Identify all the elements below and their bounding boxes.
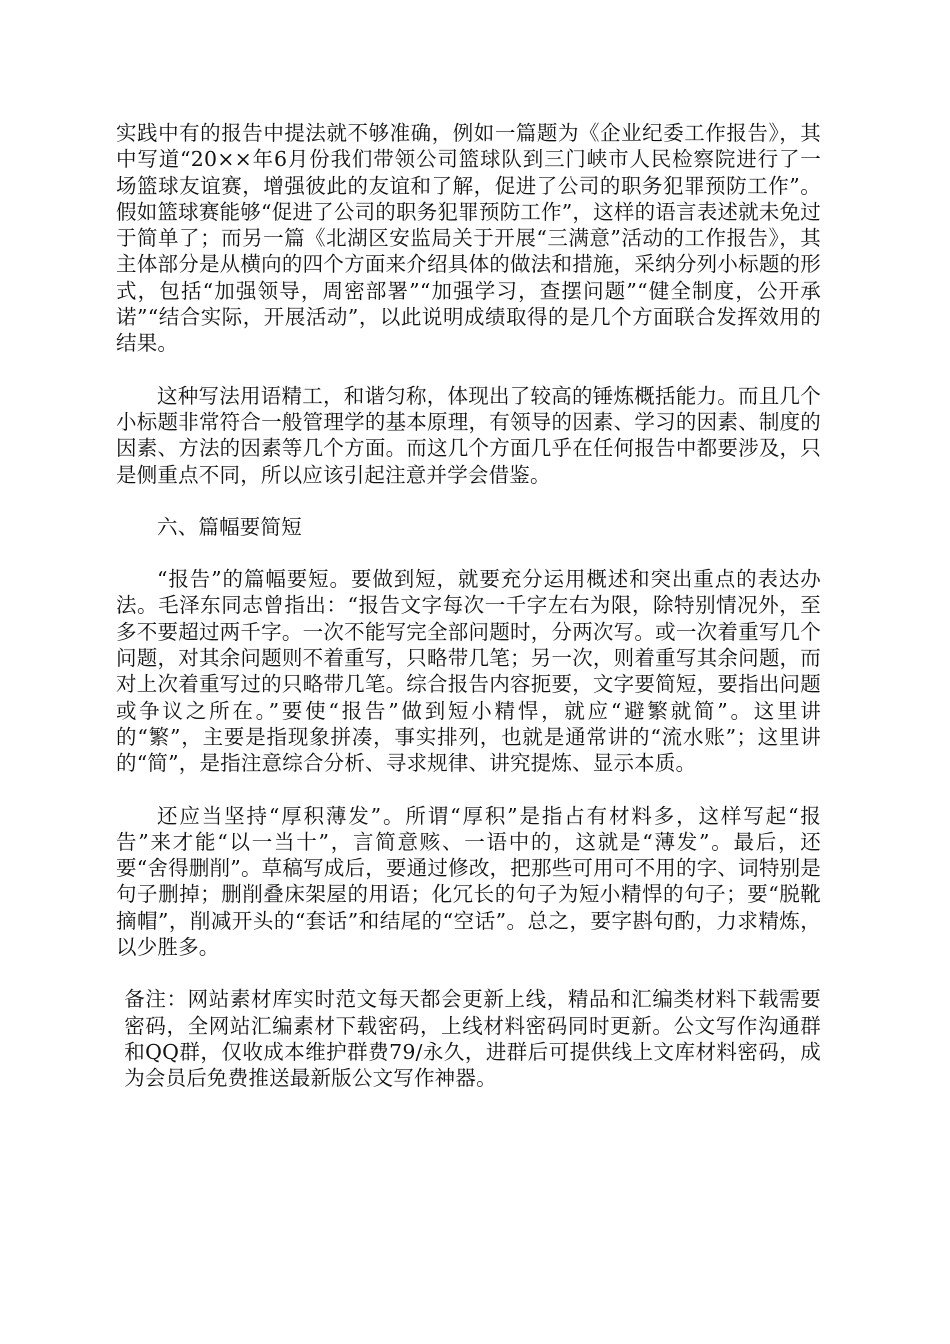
body-paragraph-3: “报告”的篇幅要短。要做到短，就要充分运用概述和突出重点的表达办法。毛泽东同志曾指出：“报告文字每次一千字左右为限，除特别情况外，至多不要超过两千字。一次不能写完全部问题时，分两次写。或一次着重写几个问题，对其余问题则不着重写，只略带几笔；另一次，则着重写其余问题，而对上次着重写过的只略带几笔。综合报告内容扼要，文字要简短，要指出问题或争议之所在。”要使“报告”做到短小精悍，就应“避繁就简”。这里讲的“繁”，主要是指现象拼凑，事实排列，也就是通常讲的“流水账”；这里讲的“简”，是指注意综合分析、寻求规律、讲究提炼、显示本质。 [116,567,821,776]
body-paragraph-2: 这种写法用语精工，和谐匀称，体现出了较高的锤炼概括能力。而且几个小标题非常符合一般管理学的基本原理，有领导的因素、学习的因素、制度的因素、方法的因素等几个方面。而这几个方面几乎在任何报告中都要涉及，只是侧重点不同，所以应该引起注意并学会借鉴。 [116,383,821,487]
body-paragraph-4: 还应当坚持“厚积薄发”。所谓“厚积”是指占有材料多，这样写起“报告”来才能“以一当十”，言简意赅、一语中的，这就是“薄发”。最后，还要“舍得删削”。草稿写成后，要通过修改，把那些可用可不用的字、词特别是句子删掉；删削叠床架屋的用语；化冗长的句子为短小精悍的句子；要“脱靴摘帽”，削减开头的“套话”和结尾的“空话”。总之，要字斟句酌，力求精炼，以少胜多。 [116,803,821,960]
section-heading: 六、篇幅要简短 [157,514,302,539]
footer-note: 备注：网站素材库实时范文每天都会更新上线，精品和汇编类材料下载需要密码，全网站汇编素材下载密码，上线材料密码同时更新。公文写作沟通群和QQ群，仅收成本维护群费79/永久，进群后可提供线上文库材料密码，成为会员后免费推送最新版公文写作神器。 [124,987,821,1091]
body-paragraph-1: 实践中有的报告中提法就不够准确，例如一篇题为《企业纪委工作报告》，其中写道“20××年6月份我们带领公司篮球队到三门峡市人民检察院进行了一场篮球友谊赛，增强彼此的友谊和了解，促进了公司的职务犯罪预防工作”。假如篮球赛能够“促进了公司的职务犯罪预防工作”，这样的语言表述就未免过于简单了；而另一篇《北湖区安监局关于开展“三满意”活动的工作报告》，其主体部分是从横向的四个方面来介绍具体的做法和措施，采纳分列小标题的形式，包括“加强领导，周密部署”“加强学习，查摆问题”“健全制度，公开承诺”“结合实际，开展活动”，以此说明成绩取得的是几个方面联合发挥效用的结果。 [116,121,821,356]
document-page [116,120,821,1092]
